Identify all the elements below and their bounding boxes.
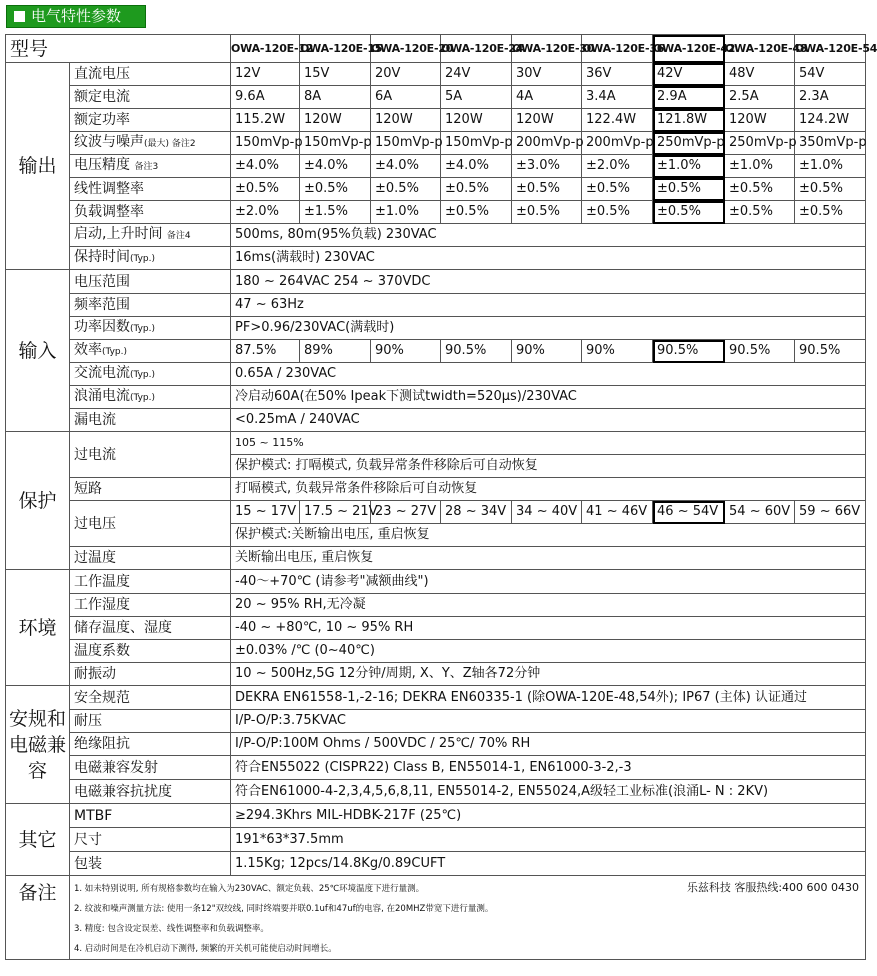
value-cell: 90.5% [653, 340, 725, 363]
row-label: 工作湿度 [70, 594, 231, 617]
value-span: 10 ~ 500Hz,5G 12分钟/周期, X、Y、Z轴各72分钟 [231, 663, 866, 686]
value-span: 保护模式:关断输出电压, 重启恢复 [231, 524, 866, 547]
value-cell: ±0.5% [725, 178, 795, 201]
category-notes: 备注 [6, 876, 70, 960]
row-label: 短路 [70, 478, 231, 501]
value-cell: 150mVp-p [231, 132, 300, 155]
value-cell: 4A [512, 86, 582, 109]
value-span: 符合EN61000-4-2,3,4,5,6,8,11, EN55014-2, EN55024,A级轻工业标准(浪涌L- N : 2KV) [231, 780, 866, 804]
value-cell: 15 ~ 17V [231, 501, 300, 524]
value-cell: 250mVp-p [653, 132, 725, 155]
value-cell: 200mVp-p [582, 132, 653, 155]
value-cell: 5A [441, 86, 512, 109]
label-text: 电压精度 [74, 157, 130, 173]
value-cell: 120W [512, 109, 582, 132]
value-cell: ±0.5% [441, 201, 512, 224]
row-label: 尺寸 [70, 828, 231, 852]
category-others: 其它 [6, 804, 70, 876]
row-label [70, 340, 231, 363]
label-note: (最大) 备注2 [144, 139, 196, 149]
value-cell: 54 ~ 60V [725, 501, 795, 524]
label-text: 效率 [74, 342, 102, 358]
value-cell: ±4.0% [231, 155, 300, 178]
model-cell: OWA-120E-54 [795, 35, 866, 63]
label-text: 交流电流 [74, 365, 130, 381]
value-cell: ±0.5% [441, 178, 512, 201]
value-cell: 90% [582, 340, 653, 363]
row-label: 额定电流 [70, 86, 231, 109]
value-cell: 2.5A [725, 86, 795, 109]
row-label: 包装 [70, 852, 231, 876]
notes-block [70, 876, 866, 960]
category-input: 输入 [6, 270, 70, 432]
value-cell: ±4.0% [441, 155, 512, 178]
value-span: ±0.03% /℃ (0~40℃) [231, 640, 866, 663]
value-span: -40 ~ +80℃, 10 ~ 95% RH [231, 617, 866, 640]
category-output: 输出 [6, 63, 70, 270]
value-span: 105 ~ 115% [231, 432, 866, 455]
value-cell: ±4.0% [371, 155, 441, 178]
row-label: 绝缘阻抗 [70, 733, 231, 756]
value-span: 打嗝模式, 负载异常条件移除后可自动恢复 [231, 478, 866, 501]
value-cell: 59 ~ 66V [795, 501, 866, 524]
value-cell: 89% [300, 340, 371, 363]
value-cell: 9.6A [231, 86, 300, 109]
value-cell: ±0.5% [300, 178, 371, 201]
row-label: 漏电流 [70, 409, 231, 432]
model-cell: OWA-120E-20 [371, 35, 441, 63]
label-text: 保持时间 [74, 249, 130, 265]
row-label: 耐压 [70, 710, 231, 733]
value-span: 1.15Kg; 12pcs/14.8Kg/0.89CUFT [231, 852, 866, 876]
model-cell: OWA-120E-30 [512, 35, 582, 63]
label-note: 备注3 [134, 162, 159, 172]
value-cell: 120W [300, 109, 371, 132]
value-cell: 120W [441, 109, 512, 132]
row-label [70, 386, 231, 409]
value-span: 保护模式: 打嗝模式, 负载异常条件移除后可自动恢复 [231, 455, 866, 478]
model-cell: OWA-120E-48 [725, 35, 795, 63]
value-cell: 122.4W [582, 109, 653, 132]
value-cell: ±1.5% [300, 201, 371, 224]
label-note: (Typ.) [102, 347, 128, 357]
row-label [70, 363, 231, 386]
value-cell: ±2.0% [582, 155, 653, 178]
model-cell-highlighted: OWA-120E-42 [653, 35, 725, 63]
value-cell: 48V [725, 63, 795, 86]
label-note: (Typ.) [130, 393, 156, 403]
note-line: 4. 启动时间是在冷机启动下测得, 频繁的开关机可能使启动时间增长。 [74, 944, 337, 954]
row-label: 耐振动 [70, 663, 231, 686]
model-label: 型号 [6, 35, 231, 63]
value-cell: 150mVp-p [441, 132, 512, 155]
spec-table [5, 34, 877, 960]
value-cell: ±0.5% [653, 201, 725, 224]
label-text: 启动,上升时间 [74, 226, 163, 242]
value-cell: 350mVp-p [795, 132, 866, 155]
value-cell: ±0.5% [795, 178, 866, 201]
value-cell: 250mVp-p [725, 132, 795, 155]
value-cell: ±0.5% [371, 178, 441, 201]
value-span: I/P-O/P:3.75KVAC [231, 710, 866, 733]
value-span: 冷启动60A(在50% Ipeak下测试twidth=520µs)/230VAC [231, 386, 866, 409]
value-cell: 12V [231, 63, 300, 86]
value-cell: 3.4A [582, 86, 653, 109]
value-cell: 42V [653, 63, 725, 86]
value-span: 16ms(满载时) 230VAC [231, 247, 866, 270]
value-cell: 20V [371, 63, 441, 86]
service-hotline: 乐兹科技 客服热线:400 600 0430 [686, 881, 860, 894]
value-span: PF>0.96/230VAC(满载时) [231, 317, 866, 340]
section-title: 电气特性参数 [31, 7, 122, 25]
value-span: ≥294.3Khrs MIL-HDBK-217F (25℃) [231, 804, 866, 828]
label-text: 功率因数 [74, 319, 130, 335]
value-cell: ±0.5% [725, 201, 795, 224]
value-cell: 120W [725, 109, 795, 132]
value-cell: 200mVp-p [512, 132, 582, 155]
label-note: (Typ.) [130, 370, 156, 380]
row-label: 电磁兼容抗扰度 [70, 780, 231, 804]
value-cell: ±2.0% [231, 201, 300, 224]
value-cell: 90% [371, 340, 441, 363]
value-cell: ±3.0% [512, 155, 582, 178]
value-span: 500ms, 80m(95%负载) 230VAC [231, 224, 866, 247]
row-label [70, 155, 231, 178]
row-label: 频率范围 [70, 294, 231, 317]
row-label [70, 224, 231, 247]
value-cell: ±0.5% [512, 201, 582, 224]
value-cell: 46 ~ 54V [653, 501, 725, 524]
row-label: 工作温度 [70, 570, 231, 594]
row-label: 储存温度、湿度 [70, 617, 231, 640]
value-cell: 54V [795, 63, 866, 86]
row-label: 电压范围 [70, 270, 231, 294]
category-environment: 环境 [6, 570, 70, 686]
value-span: 20 ~ 95% RH,无冷凝 [231, 594, 866, 617]
model-cell: OWA-120E-12 [231, 35, 300, 63]
row-label: 过电压 [70, 501, 231, 547]
value-cell: ±0.5% [512, 178, 582, 201]
value-cell: 15V [300, 63, 371, 86]
value-cell: 90.5% [725, 340, 795, 363]
row-label: MTBF [70, 804, 231, 828]
value-cell: 90% [512, 340, 582, 363]
value-cell: ±0.5% [653, 178, 725, 201]
value-cell: ±0.5% [795, 201, 866, 224]
row-label: 过电流 [70, 432, 231, 478]
value-cell: ±1.0% [795, 155, 866, 178]
value-cell: 150mVp-p [300, 132, 371, 155]
value-span: DEKRA EN61558-1,-2-16; DEKRA EN60335-1 (除OWA-120E-48,54外); IP67 (主体) 认证通过 [231, 686, 866, 710]
value-span: 符合EN55022 (CISPR22) Class B, EN55014-1, EN61000-3-2,-3 [231, 756, 866, 780]
label-note: (Typ.) [130, 324, 156, 334]
label-note: (Typ.) [130, 254, 156, 264]
value-cell: 23 ~ 27V [371, 501, 441, 524]
value-cell: 36V [582, 63, 653, 86]
value-cell: ±1.0% [371, 201, 441, 224]
row-label: 直流电压 [70, 63, 231, 86]
value-cell: ±1.0% [725, 155, 795, 178]
note-line: 2. 纹波和噪声测量方法: 使用一条12"双绞线, 同时终端要并联0.1uf和47uf的电容, 在20MHZ带宽下进行量测。 [74, 904, 494, 914]
value-cell: 90.5% [441, 340, 512, 363]
value-cell: 2.3A [795, 86, 866, 109]
row-label [70, 247, 231, 270]
row-label [70, 317, 231, 340]
value-cell: 115.2W [231, 109, 300, 132]
value-span: 180 ~ 264VAC 254 ~ 370VDC [231, 270, 866, 294]
value-cell: 28 ~ 34V [441, 501, 512, 524]
row-label: 安全规范 [70, 686, 231, 710]
value-cell: ±0.5% [582, 178, 653, 201]
value-span: I/P-O/P:100M Ohms / 500VDC / 25℃/ 70% RH [231, 733, 866, 756]
value-span: 47 ~ 63Hz [231, 294, 866, 317]
value-cell: 8A [300, 86, 371, 109]
note-line: 3. 精度: 包含设定误差、线性调整率和负载调整率。 [74, 924, 269, 934]
value-cell: 90.5% [795, 340, 866, 363]
label-text: 纹波与噪声 [74, 134, 144, 150]
model-cell: OWA-120E-36 [582, 35, 653, 63]
value-cell: 6A [371, 86, 441, 109]
row-label [70, 132, 231, 155]
value-cell: 150mVp-p [371, 132, 441, 155]
label-text: 浪涌电流 [74, 388, 130, 404]
value-cell: 24V [441, 63, 512, 86]
value-cell: 34 ~ 40V [512, 501, 582, 524]
value-cell: 2.9A [653, 86, 725, 109]
category-safety-emc: 安规和电磁兼容 [6, 686, 70, 804]
value-span: 0.65A / 230VAC [231, 363, 866, 386]
row-label: 负载调整率 [70, 201, 231, 224]
note-line: 1. 如未特别说明, 所有规格参数均在输入为230VAC、额定负载、25℃环境温度下进行量测。 [74, 884, 425, 894]
value-cell: ±4.0% [300, 155, 371, 178]
value-span: 关断输出电压, 重启恢复 [231, 547, 866, 570]
value-span: 191*63*37.5mm [231, 828, 866, 852]
section-header [6, 5, 146, 28]
label-note: 备注4 [166, 231, 191, 241]
value-cell: 124.2W [795, 109, 866, 132]
category-protection: 保护 [6, 432, 70, 570]
value-cell: 120W [371, 109, 441, 132]
value-cell: 17.5 ~ 21V [300, 501, 371, 524]
row-label: 过温度 [70, 547, 231, 570]
row-label: 额定功率 [70, 109, 231, 132]
value-cell: 121.8W [653, 109, 725, 132]
model-cell: OWA-120E-24 [441, 35, 512, 63]
square-icon [14, 11, 25, 22]
value-cell: ±1.0% [653, 155, 725, 178]
row-label: 温度系数 [70, 640, 231, 663]
model-cell: OWA-120E-15 [300, 35, 371, 63]
value-span: <0.25mA / 240VAC [231, 409, 866, 432]
row-label: 电磁兼容发射 [70, 756, 231, 780]
value-cell: ±0.5% [582, 201, 653, 224]
value-cell: ±0.5% [231, 178, 300, 201]
row-label: 线性调整率 [70, 178, 231, 201]
value-cell: 41 ~ 46V [582, 501, 653, 524]
value-cell: 30V [512, 63, 582, 86]
value-cell: 87.5% [231, 340, 300, 363]
value-span: -40～+70℃ (请参考"减额曲线") [231, 570, 866, 594]
